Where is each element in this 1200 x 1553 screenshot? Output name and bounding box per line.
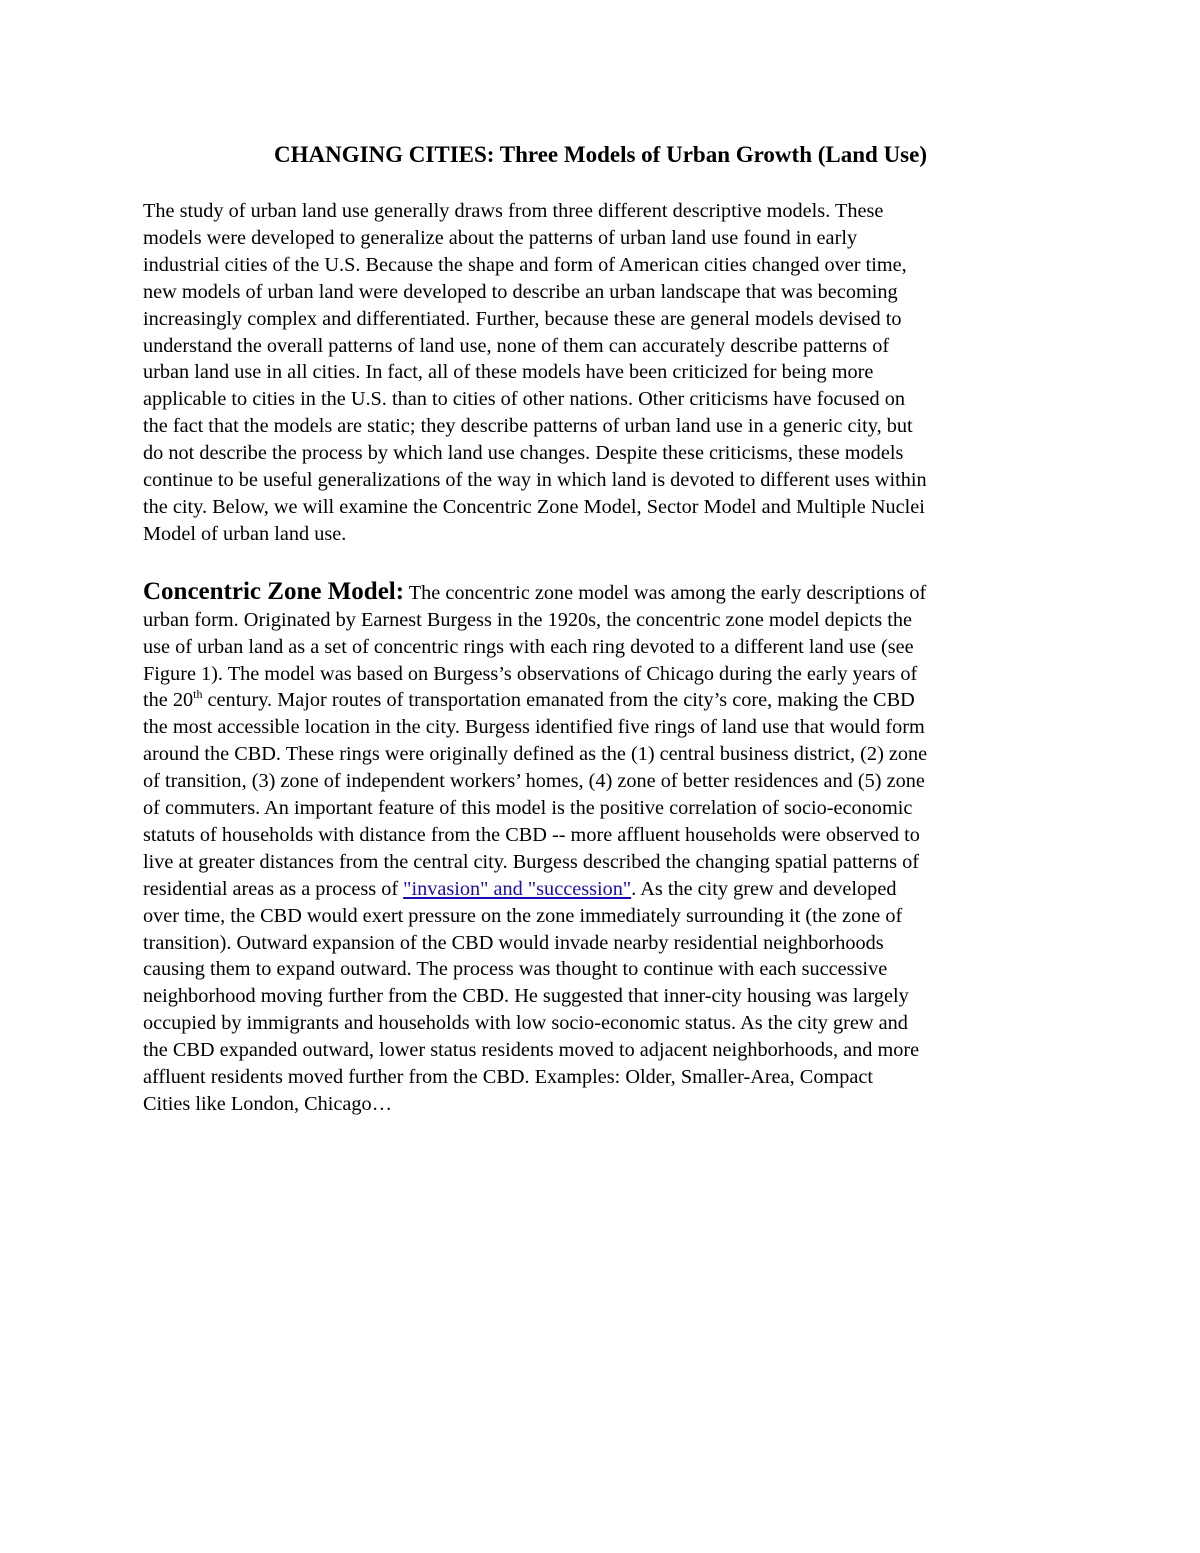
section-line: the most accessible location in the city. Burgess identified five rings of land use that would form (143, 716, 925, 739)
section-line: statuts of households with distance from the CBD -- more affluent households were observed to (143, 823, 920, 846)
intro-line: urban land use in all cities. In fact, all of these models have been criticized for being more (143, 361, 874, 384)
century-line-before: the 20 (143, 689, 194, 712)
intro-line: do not describe the process by which land use changes. Despite these criticisms, these models (143, 442, 904, 465)
section-line: causing them to expand outward. The process was thought to continue with each successive (143, 958, 888, 981)
century-line-after: century. Major routes of transportation emanated from the city’s core, making the CBD (202, 689, 915, 712)
section-line: Cities like London, Chicago… (143, 1093, 392, 1115)
section-line: affluent residents moved further from the CBD. Examples: Older, Smaller-Area, Compact (143, 1066, 874, 1089)
section-line: use of urban land as a set of concentric rings with each ring devoted to a different land use (see (143, 635, 914, 658)
link-line-before: residential areas as a process of (143, 877, 404, 900)
ordinal-suffix: th (193, 687, 203, 702)
intro-line: continue to be useful generalizations of the way in which land is devoted to different uses within (143, 469, 927, 492)
intro-line: industrial cities of the U.S. Because the shape and form of American cities changed over time, (143, 253, 907, 276)
section-line: over time, the CBD would exert pressure on the zone immediately surrounding it (the zone of (143, 904, 903, 927)
intro-line: the city. Below, we will examine the Concentric Zone Model, Sector Model and Multiple Nuclei (143, 495, 925, 518)
concentric-zone-section (143, 579, 1058, 1118)
intro-line: The study of urban land use generally draws from three different descriptive models. These (143, 200, 884, 222)
section-line: around the CBD. These rings were originally defined as the (1) central business district, (2) zone (143, 743, 928, 766)
link-line (143, 876, 1058, 903)
intro-line: the fact that the models are static; they describe patterns of urban land use in a generic city, but (143, 415, 913, 438)
century-line (143, 687, 1058, 714)
section-line: occupied by immigrants and households with low socio-economic status. As the city grew and (143, 1012, 908, 1035)
intro-line: new models of urban land were developed to describe an urban landscape that was becoming (143, 280, 898, 303)
section-line: the CBD expanded outward, lower status residents moved to adjacent neighborhoods, and more (143, 1039, 920, 1062)
document-page (143, 140, 1058, 1118)
intro-line: understand the overall patterns of land use, none of them can accurately describe patterns of (143, 334, 890, 357)
intro-line: models were developed to generalize about the patterns of urban land use found in early (143, 226, 858, 249)
invasion-succession-link[interactable]: "invasion" and "succession" (403, 877, 632, 900)
link-line-after: . As the city grew and developed (631, 877, 897, 900)
section-first-line (143, 579, 1058, 607)
section-line: transition). Outward expansion of the CBD would invade nearby residential neighborhoods (143, 931, 884, 954)
section-line: of transition, (3) zone of independent workers’ homes, (4) zone of better residences and (5) zone (143, 770, 925, 793)
intro-paragraph (143, 198, 1058, 548)
section-line: urban form. Originated by Earnest Burgess in the 1920s, the concentric zone model depicts the (143, 608, 912, 631)
section-line: Figure 1). The model was based on Burgess’s observations of Chicago during the early years of (143, 662, 918, 685)
document-title: CHANGING CITIES: Three Models of Urban Growth (Land Use) (274, 142, 927, 167)
section-first-line-text: The concentric zone model was among the early descriptions of (404, 581, 927, 604)
intro-line: increasingly complex and differentiated. Further, because these are general models devised to (143, 307, 902, 330)
section-line: of commuters. An important feature of this model is the positive correlation of socio-economic (143, 797, 913, 820)
section-line: neighborhood moving further from the CBD. He suggested that inner-city housing was largely (143, 985, 909, 1008)
section-heading: Concentric Zone Model: (143, 577, 405, 605)
section-line: live at greater distances from the central city. Burgess described the changing spatial patterns of (143, 850, 920, 873)
intro-line: Model of urban land use. (143, 522, 347, 545)
intro-line: applicable to cities in the U.S. than to cities of other nations. Other criticisms have focused on (143, 388, 906, 411)
